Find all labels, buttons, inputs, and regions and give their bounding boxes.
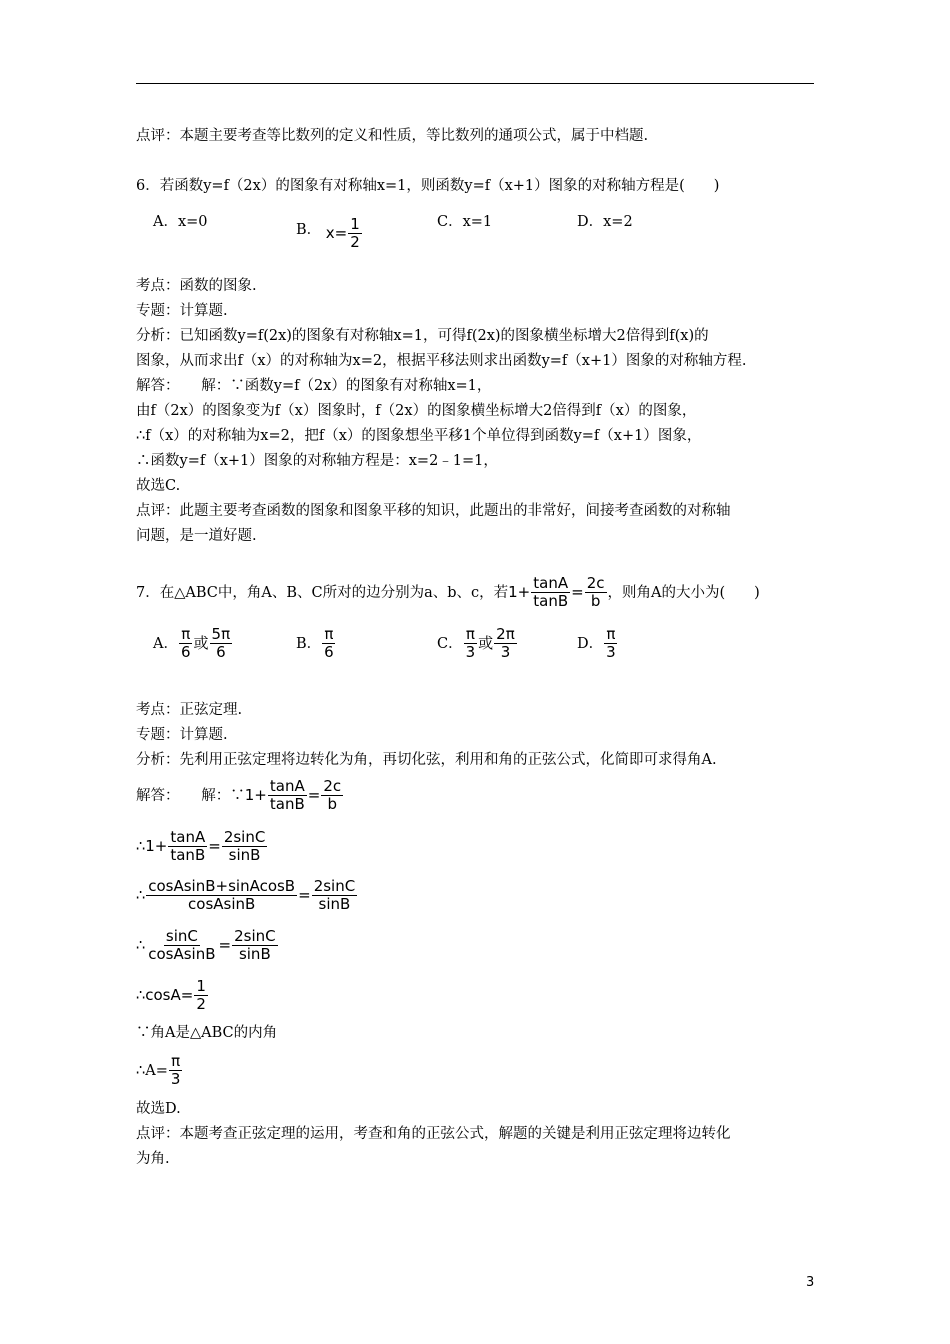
q7-jieda: 解答： 解：∵1+ $\frac{\tan A}{\tan B}$ = $\frac{2c}{b}$: [136, 777, 342, 813]
q7-step-6: ∴A= $\frac{\pi}{3}$: [136, 1052, 181, 1088]
q7-stem: 7．在△ABC中，角A、B、C所对的边分别为a、b、c，若1+ $\frac{\tan A}{\tan B}$ = $\frac{2c}{b}$ ，则角A的大小为( ): [136, 574, 760, 610]
q7-dianping-1: 点评：本题考查正弦定理的运用，考查和角的正弦公式，解题的关键是利用正弦定理将边转化: [136, 1126, 731, 1142]
q6-stem: 6．若函数y=f（2x）的图象有对称轴x=1，则函数y=f（x+1）图象的对称轴方程是( ): [136, 178, 720, 194]
q6-zhuanti: 专题：计算题.: [136, 303, 228, 319]
q7-option-d: D． $\frac{\pi}{3}$: [577, 625, 616, 661]
q6-fenxi-1: 分析：已知函数y=f(2x)的图象有对称轴x=1，可得f(2x)的图象横坐标增大2倍得到f(x)的: [136, 328, 709, 344]
q6-option-d: D．x=2: [577, 214, 633, 230]
q6-kaodian: 考点：函数的图象.: [136, 278, 257, 294]
q6-option-b: B． x= $\frac{1}{2}$: [296, 215, 360, 251]
q6-step-2: ∴f（x）的对称轴为x=2，把f（x）的图象想坐平移1个单位得到函数y=f（x+1）图象，: [136, 428, 702, 444]
prev-dianping: 点评：本题主要考查等比数列的定义和性质，等比数列的通项公式，属于中档题.: [136, 128, 649, 144]
q7-dianping-2: 为角.: [136, 1151, 170, 1167]
q7-kaodian: 考点：正弦定理.: [136, 702, 243, 718]
q7-zhuanti: 专题：计算题.: [136, 727, 228, 743]
q7-option-b: B． $\frac{\pi}{6}$: [296, 625, 334, 661]
q6-dianping-1: 点评：此题主要考查函数的图象和图象平移的知识，此题出的非常好，间接考查函数的对称轴: [136, 503, 731, 519]
header-rule: [136, 83, 814, 84]
page-number: 3: [806, 1275, 815, 1290]
q6-step-3: ∴函数y=f（x+1）图象的对称轴方程是：x=2﹣1=1，: [136, 453, 498, 469]
q6-jieda: 解答： 解：∵函数y=f（2x）的图象有对称轴x=1，: [136, 378, 492, 394]
q7-step-5: ∵角A是△ABC的内角: [136, 1025, 278, 1041]
q7-fenxi: 分析：先利用正弦定理将边转化为角，再切化弦，利用和角的正弦公式，化简即可求得角A.: [136, 752, 717, 768]
q7-answer: 故选D.: [136, 1101, 181, 1117]
q6-dianping-2: 问题，是一道好题.: [136, 528, 257, 544]
q7-step-3: ∴ $\frac{\sin C}{\text{cosAsinB}}$ = $\frac{2\sin C}{\sin B}$: [136, 927, 276, 963]
q7-step-4: ∴cosA= $\frac{1}{2}$: [136, 977, 206, 1013]
q7-step-2: ∴ $\frac{\text{cosAsinB+sinAcosB}}{\text{cosAsinB}}$ = $\frac{2\sin C}{\sin B}$: [136, 877, 356, 913]
q6-option-c: C．x=1: [437, 214, 493, 230]
q7-step-1: ∴1+ $\frac{\tan A}{\tan B}$ = $\frac{2\sin C}{\sin B}$: [136, 828, 266, 864]
q6-fenxi-2: 图象，从而求出f（x）的对称轴为x=2，根据平移法则求出函数y=f（x+1）图象的对称轴方程.: [136, 353, 747, 369]
q6-answer: 故选C.: [136, 478, 181, 494]
q6-option-a: A．x=0: [153, 214, 208, 230]
q7-option-a: A． $\frac{\pi}{6}$ 或 $\frac{5\pi}{6}$: [153, 625, 231, 661]
q6-step-1: 由f（2x）的图象变为f（x）图象时，f（2x）的图象横坐标增大2倍得到f（x）的图象，: [136, 403, 697, 419]
q7-option-c: C． $\frac{\pi}{3}$ 或 $\frac{2\pi}{3}$: [437, 625, 515, 661]
